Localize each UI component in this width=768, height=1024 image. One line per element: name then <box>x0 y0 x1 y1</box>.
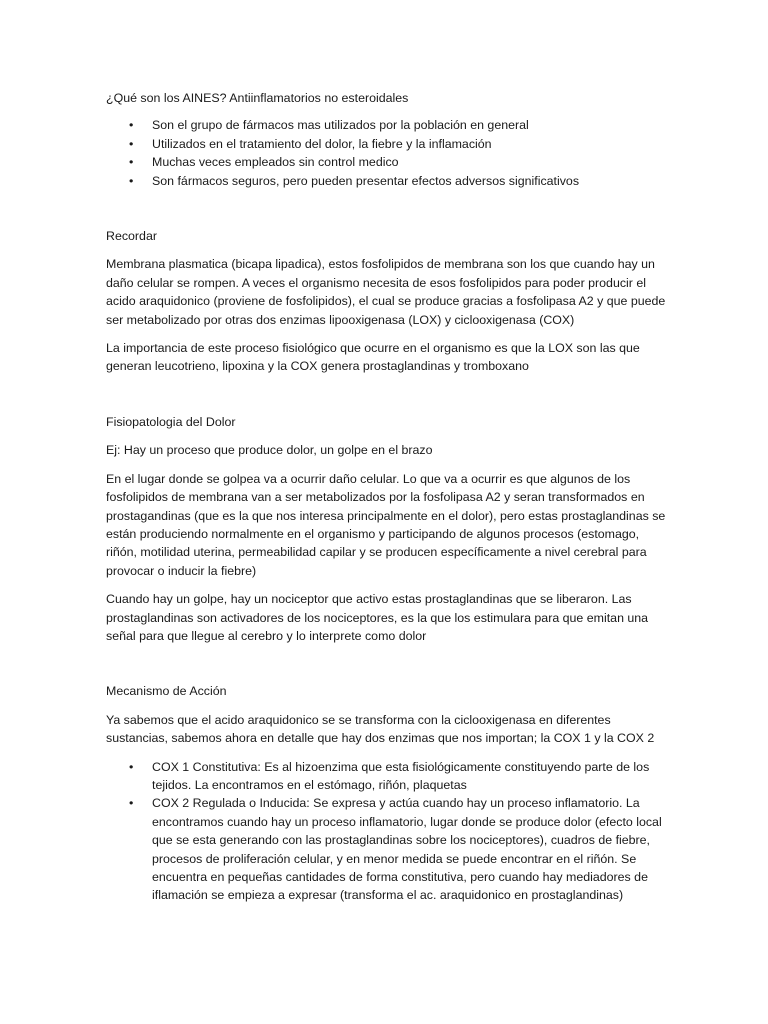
bullet-icon: • <box>129 796 134 811</box>
list-item <box>106 153 666 171</box>
list-item-text: Muchas veces empleados sin control medico <box>152 155 399 170</box>
list-item <box>106 116 666 134</box>
section-title-fisiopatologia: Fisiopatologia del Dolor <box>106 414 236 429</box>
list-item-text: Utilizados en el tratamiento del dolor, la fiebre y la inflamación <box>152 136 492 151</box>
spacer <box>106 748 666 758</box>
cox-bullet-list <box>106 758 666 905</box>
bullet-icon: • <box>129 155 134 170</box>
list-item-text: COX 2 Regulada o Inducida: Se expresa y actúa cuando hay un proceso inflamatorio. La encontramos cuando hay un proceso inflamatorio, lugar donde se produce dolor (efecto local que se esta generando con las prostaglandinas sobre los nociceptores), cuadros de fiebre, procesos de proliferación celular, y en menor medida se puede encontrar en el riñón. Se encuentra en pequeñas cantidades de forma constitutiva, pero cuando hay mediadores de iflamación se empieza a expresar (transforma el ac. araquidonico en prostaglandinas) <box>152 796 662 903</box>
paragraph: Cuando hay un golpe, hay un nociceptor que activo estas prostaglandinas que se liberaron. Las prostaglandinas son activadores de los nociceptores, es la que los estimulara para que emitan una señal para que llegue al cerebro y lo interprete como dolor <box>106 592 649 643</box>
list-item <box>106 758 666 795</box>
section-title-mecanismo: Mecanismo de Acción <box>106 684 227 699</box>
spacer <box>106 431 666 441</box>
aines-bullet-list <box>106 116 666 190</box>
spacer <box>106 245 666 255</box>
list-item <box>106 172 666 190</box>
spacer <box>106 107 666 116</box>
list-item-text: Son fármacos seguros, pero pueden presentar efectos adversos significativos <box>152 173 580 188</box>
document-page <box>106 89 666 905</box>
bullet-icon: • <box>129 173 134 188</box>
spacer <box>106 329 666 339</box>
paragraph: Membrana plasmatica (bicapa lipadica), estos fosfolipidos de membrana son los que cuando hay un daño celular se rompen. A veces el organismo necesita de esos fosfolipidos para poder producir el acido araquidonico (proviene de fosfolipidos), el cual se produce gracias a fosfolipasa A2 y que puede ser metabolizado por otras dos enzimas lipooxigenasa (LOX) y ciclooxigenasa (COX) <box>106 257 666 327</box>
bullet-icon: • <box>129 759 134 774</box>
paragraph: Ya sabemos que el acido araquidonico se se transforma con la ciclooxigenasa en diferentes sustancias, sabemos ahora en detalle que hay dos enzimas que nos importan; la COX 1 y la COX 2 <box>106 712 655 746</box>
paragraph: La importancia de este proceso fisiológico que ocurre en el organismo es que la LOX son las que generan leucotrieno, lipoxina y la COX genera prostaglandinas y tromboxano <box>106 341 640 374</box>
spacer <box>106 580 666 590</box>
spacer <box>106 460 666 470</box>
section-title-recordar: Recordar <box>106 229 157 244</box>
list-item-text: Son el grupo de fármacos mas utilizados por la población en general <box>152 118 529 133</box>
list-item-text: COX 1 Constitutiva: Es al hizoenzima que esta fisiológicamente constituyendo parte de los tejidos. La encontramos en el estómago, riñón, plaquetas <box>152 759 650 792</box>
paragraph: Ej: Hay un proceso que produce dolor, un golpe en el brazo <box>106 443 433 458</box>
bullet-icon: • <box>129 136 134 151</box>
spacer <box>106 190 666 227</box>
list-item <box>106 135 666 153</box>
bullet-icon: • <box>129 118 134 133</box>
list-item <box>106 794 666 904</box>
spacer <box>106 701 666 711</box>
section-title-aines: ¿Qué son los AINES? Antiinflamatorios no esteroidales <box>106 91 409 105</box>
paragraph: En el lugar donde se golpea va a ocurrir daño celular. Lo que va a ocurrir es que algunos de los fosfolipidos de membrana van a ser metabolizados por la fosfolipasa A2 y seran transformados en prostagandinas (que es la que nos interesa principalmente en el dolor), pero estas prostaglandinas se están produciendo normalmente en el organismo y participando de algunos procesos (estomago, riñón, motilidad uterina, permeabilidad capilar y se producen específicamente a nivel cerebral para provocar o inducir la fiebre) <box>106 471 666 578</box>
spacer <box>106 645 666 682</box>
spacer <box>106 376 666 413</box>
